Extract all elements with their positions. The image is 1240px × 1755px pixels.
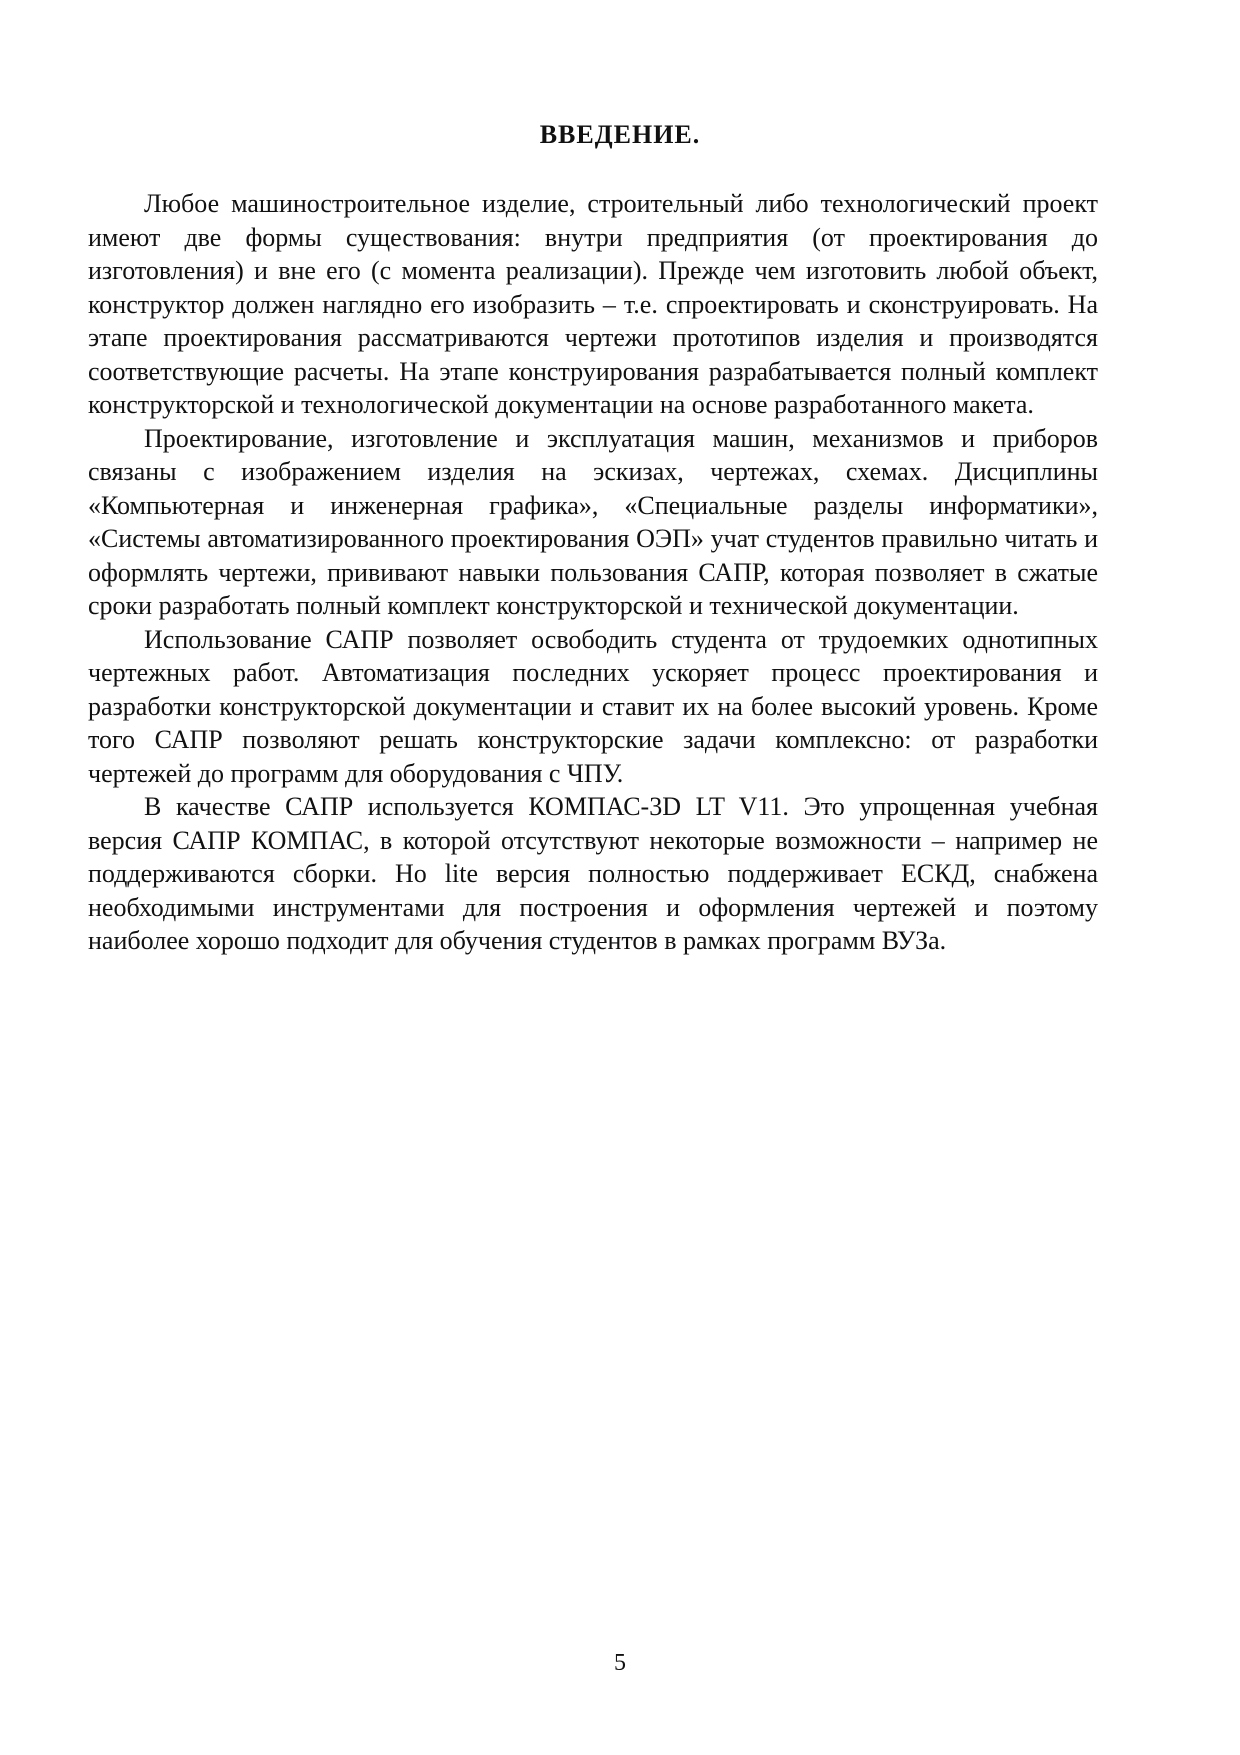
paragraph-3: Использование САПР позволяет освободить студента от трудоемких однотипных чертежных работ. Автоматизация последних ускоряет процесс проектирования и разработки конструкторской документации и ставит их на более высокий уровень. Кроме того САПР позволяют решать конструкторские задачи комплексно: от разработки чертежей до программ для оборудования с ЧПУ.	[88, 624, 1098, 788]
paragraph-2: Проектирование, изготовление и эксплуатация машин, механизмов и приборов связаны с изображением изделия на эскизах, чертежах, схемах. Дисциплины «Компьютерная и инженерная графика», «Специальные разделы информатики», «Системы автоматизированного проектирования ОЭП» учат студентов правильно читать и оформлять чертежи, прививают навыки пользования САПР, которая позволяет в сжатые сроки разработать полный комплект конструкторской и технической документации.	[88, 423, 1098, 620]
paragraph-4: В качестве САПР используется КОМПАС-3D LT V11. Это упрощенная учебная версия САПР КОМПАС, в которой отсутствуют некоторые возможности – например не поддерживаются сборки. Но lite версия полностью поддерживает ЕСКД, снабжена необходимыми инструментами для построения и оформления чертежей и поэтому наиболее хорошо подходит для обучения студентов в рамках программ ВУЗа.	[88, 792, 1098, 955]
page-number: 5	[614, 1650, 626, 1676]
section-heading: ВВЕДЕНИЕ.	[539, 120, 701, 149]
body-text	[88, 187, 1098, 958]
paragraph-1: Любое машиностроительное изделие, строительный либо технологический проект имеют две формы существования: внутри предприятия (от проектирования до изготовления) и вне его (с момента реализации). Прежде чем изготовить любой объект, конструктор должен наглядно его изобразить – т.е. спроектировать и сконструировать. На этапе проектирования рассматриваются чертежи прототипов изделия и производятся соответствующие расчеты. На этапе конструирования разрабатывается полный комплект конструкторской и технологической документации на основе разработанного макета.	[88, 189, 1098, 419]
